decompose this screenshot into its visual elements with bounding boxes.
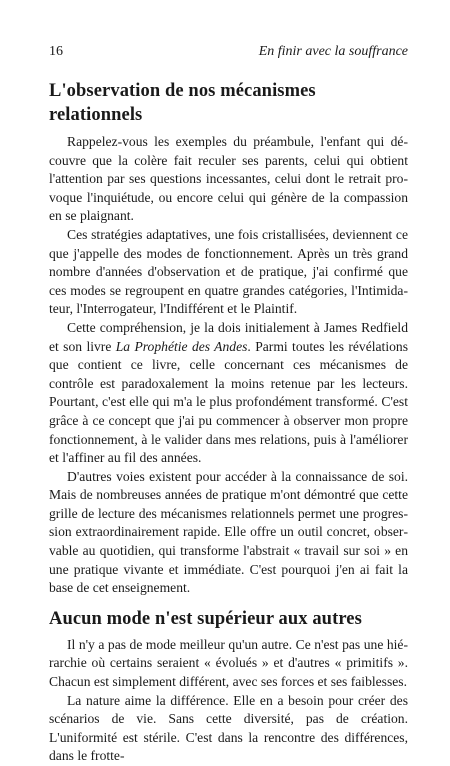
section-heading: L'observation de nos mécanismes relationnels bbox=[49, 81, 316, 125]
book-title: La Prophétie des Andes bbox=[115, 338, 248, 354]
paragraph: Ces stratégies adaptatives, une fois cristallisées, deviennent ce que j'appelle des modes de fonctionnement. Après un très grand nombre d'années d'observation et de pratique, j'ai confirmé que ces modes se regroupent en quatre grandes catégories, l'Intimidateur, l'Interrogateur, l'Indifférent et le Plaintif. bbox=[49, 226, 408, 317]
paragraph: La nature aime la différence. Elle en a besoin pour créer des scénarios de vie. Sans cette diversité, pas de création. L'uniformité est stérile. C'est dans la rencontre des différences, dans le frotte- bbox=[49, 692, 408, 764]
paragraph: D'autres voies existent pour accéder à la connaissance de soi. Mais de nombreuses années de pratique m'ont démontré que cette grille de lecture des mécanismes relationnels permet une progression extraordinairement rapide. Elle offre un outil concret, observable au quotidien, qui transforme l'abstrait « travail sur soi » en une pratique vivante et immédiate. C'est pourquoi j'en ai fait la base de cet enseignement. bbox=[49, 468, 408, 596]
running-title: En finir avec la souffrance bbox=[258, 44, 408, 59]
section-no-superior-mode bbox=[49, 607, 408, 766]
section-heading: Aucun mode n'est supérieur aux autres bbox=[49, 608, 362, 629]
paragraph: Il n'y a pas de mode meilleur qu'un autre. Ce n'est pas une hiérarchie où certains seraient « évolués » et d'autres « primitifs ». Chacun est simplement différent, avec ses forces et ses faiblesses. bbox=[49, 636, 408, 690]
section-observation bbox=[49, 79, 408, 598]
paragraph-text: Cette compréhension, je la dois initialement à James Redfield et son livre bbox=[49, 319, 408, 354]
paragraph-text: . Parmi toutes les révélations que contient ce livre, celle concernant ces mécanismes de contrôle est paradoxalement la moins retenue par les lecteurs. Pourtant, c'est elle qui m'a le plus profondément transformé. C'est grâce à ce concept que j'ai pu commencer à observer mon propre fonctionnement, à le valider dans mes relations, puis à l'améliorer et l'affiner au fil des années. bbox=[49, 338, 408, 466]
paragraph: Rappelez-vous les exemples du préambule, l'enfant qui découvre que la colère fait reculer ses parents, celui qui obtient l'attention par ses questions incessantes, celui dont le retrait provoque l'inquiétude, ou encore celui qui génère de la compassion en se plaignant. bbox=[49, 134, 408, 224]
page-number: 16 bbox=[49, 44, 63, 59]
page-header bbox=[49, 41, 408, 63]
page-body bbox=[49, 79, 408, 766]
paragraph bbox=[49, 319, 408, 468]
